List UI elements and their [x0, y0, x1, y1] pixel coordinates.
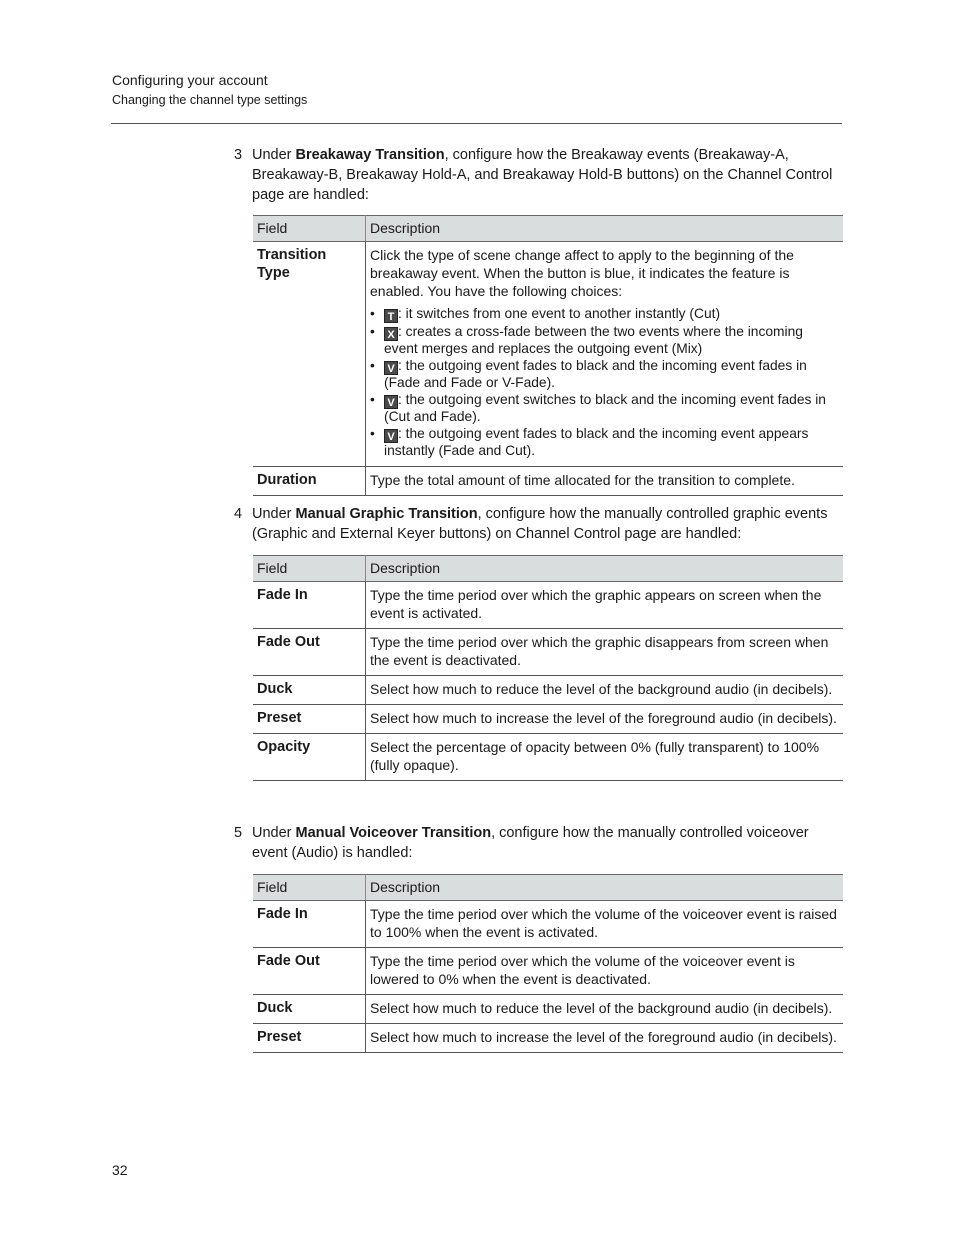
- table-header-row: [253, 216, 843, 242]
- mix-icon: X: [384, 327, 398, 341]
- cut-icon: T: [384, 309, 398, 323]
- field-description: Select the percentage of opacity between 0% (fully transparent) to 100% (fully opaque).: [366, 734, 844, 781]
- table-row: [253, 901, 843, 948]
- cut-fade-icon: V: [384, 395, 398, 409]
- chapter-title: Configuring your account: [112, 72, 268, 88]
- field-name: Fade Out: [253, 948, 366, 995]
- table-header-row: [253, 556, 843, 582]
- manual-voiceover-transition-table: [253, 874, 843, 1053]
- header-divider: [111, 123, 842, 124]
- description-column-header: Description: [366, 216, 844, 242]
- field-name: Preset: [253, 705, 366, 734]
- field-name: Opacity: [253, 734, 366, 781]
- ui-section-name: Breakaway Transition: [295, 147, 445, 163]
- table-row: [253, 582, 843, 629]
- field-column-header: Field: [253, 556, 366, 582]
- field-column-header: Field: [253, 216, 366, 242]
- v-fade-icon: V: [384, 361, 398, 375]
- field-description: Select how much to increase the level of the foreground audio (in decibels).: [366, 705, 844, 734]
- field-description: Type the time period over which the graphic appears on screen when the event is activated.: [366, 582, 844, 629]
- field-description: Type the time period over which the graphic disappears from screen when the event is deactivated.: [366, 629, 844, 676]
- field-name: Duck: [253, 995, 366, 1024]
- manual-graphic-transition-table: [253, 555, 843, 781]
- step-number: 4: [234, 506, 243, 522]
- field-name: Preset: [253, 1024, 366, 1053]
- table-header-row: [253, 875, 843, 901]
- breakaway-transition-table: [253, 215, 843, 496]
- ui-section-name: Manual Graphic Transition: [295, 506, 478, 522]
- field-name: Duck: [253, 676, 366, 705]
- field-name: Fade In: [253, 901, 366, 948]
- section-title: Changing the channel type settings: [112, 93, 308, 107]
- table-row: [253, 705, 843, 734]
- list-item: • V : the outgoing event fades to black and the incoming event appears instantly (Fade and Cut).: [370, 426, 809, 458]
- field-description: Select how much to increase the level of the foreground audio (in decibels).: [366, 1024, 844, 1053]
- table-row: [253, 948, 843, 995]
- step-text: Under Manual Graphic Transition, configure how the manually controlled graphic events (Graphic and External Keyer buttons) on Channel Control page are handled:: [252, 506, 828, 542]
- table-row: [253, 995, 843, 1024]
- field-description: Type the time period over which the volume of the voiceover event is lowered to 0% when the event is deactivated.: [366, 948, 844, 995]
- table-row: [253, 1024, 843, 1053]
- field-name: Duration: [253, 467, 366, 496]
- ui-section-name: Manual Voiceover Transition: [295, 825, 492, 841]
- field-name: Fade In: [253, 582, 366, 629]
- field-description: Click the type of scene change affect to apply to the beginning of the breakaway event. When the button is blue, it indicates the feature is enabled. You have the following choices: • T : it switches from one event to another instantly (Cut) • X : creates a cross-fade between the two events where the incoming event merges and replaces the outgoing event (Mix) • V : the outgoing event fades to black and the incoming event fades in (Fade and Fade or V-Fade). • V : the outgoing event switches to black and the incoming event fades in (Cut and Fade). • V : the outgoing event fades to black and the incoming event appears instantly (Fade and Cut).: [366, 242, 844, 467]
- step-number: 3: [234, 147, 243, 163]
- field-description: Type the time period over which the volume of the voiceover event is raised to 100% when the event is activated.: [366, 901, 844, 948]
- field-column-header: Field: [253, 875, 366, 901]
- page-number: 32: [112, 1162, 128, 1178]
- step-5: [234, 823, 844, 863]
- field-name: Fade Out: [253, 629, 366, 676]
- step-3: [234, 145, 844, 205]
- table-row: [253, 734, 843, 781]
- step-text: Under Breakaway Transition, configure how the Breakaway events (Breakaway-A, Breakaway-B, Breakaway Hold-A, and Breakaway Hold-B buttons) on the Channel Control page are handled:: [252, 147, 833, 203]
- description-column-header: Description: [366, 875, 844, 901]
- field-description: Select how much to reduce the level of the background audio (in decibels).: [366, 676, 844, 705]
- field-description: Select how much to reduce the level of the background audio (in decibels).: [366, 995, 844, 1024]
- list-item: • X : creates a cross-fade between the two events where the incoming event merges and replaces the outgoing event (Mix): [370, 324, 803, 356]
- table-row: [253, 629, 843, 676]
- step-text: Under Manual Voiceover Transition, configure how the manually controlled voiceover event (Audio) is handled:: [252, 825, 809, 861]
- description-column-header: Description: [366, 556, 844, 582]
- field-description: Type the total amount of time allocated for the transition to complete.: [366, 467, 844, 496]
- list-item: • V : the outgoing event switches to black and the incoming event fades in (Cut and Fade).: [370, 392, 826, 424]
- field-name: Transition Type: [253, 242, 366, 467]
- running-header: [112, 72, 307, 108]
- table-row: [253, 242, 843, 467]
- transition-choices-list: [370, 306, 839, 459]
- fade-cut-icon: V: [384, 429, 398, 443]
- step-4: [234, 504, 844, 544]
- step-number: 5: [234, 825, 243, 841]
- list-item: • T : it switches from one event to another instantly (Cut): [370, 306, 721, 323]
- table-row: [253, 467, 843, 496]
- list-item: • V : the outgoing event fades to black and the incoming event fades in (Fade and Fade or V-Fade).: [370, 358, 807, 390]
- table-row: [253, 676, 843, 705]
